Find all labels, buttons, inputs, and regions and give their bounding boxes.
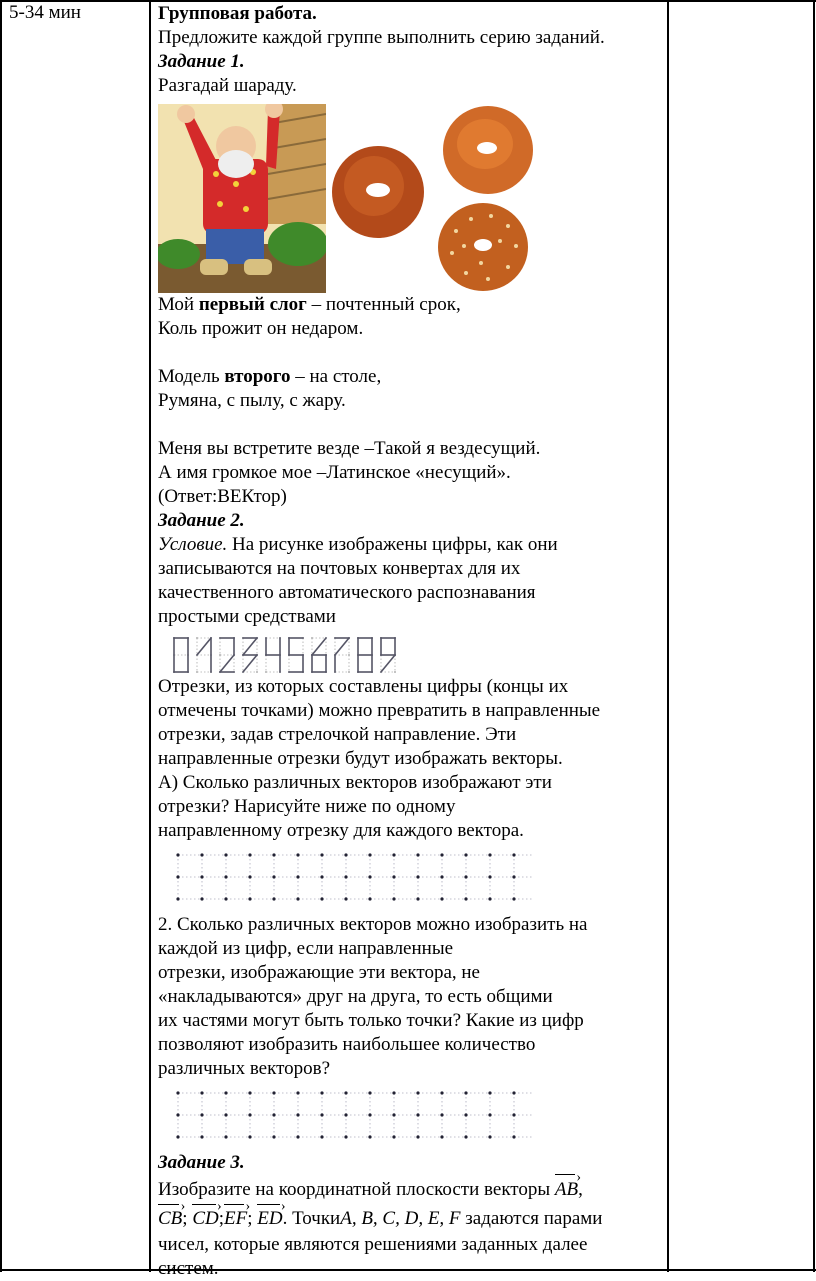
riddle-text: Модель: [158, 366, 225, 387]
digit-1: [196, 637, 212, 673]
task2-desc-4: направленные отрезки будут изображать векторы.: [158, 748, 563, 769]
task3-comma: ,: [578, 1179, 583, 1200]
task2-q2-7: различных векторов?: [158, 1058, 331, 1079]
task3-text: Изобразите на координатной плоскости векторы: [158, 1179, 555, 1200]
riddle-line-4: Румяна, с пылу, с жару.: [158, 390, 346, 411]
dot-grid-1: [174, 851, 663, 905]
riddle-bold: второго: [224, 366, 291, 387]
table-divider-2: [667, 0, 669, 1272]
task2-condition-line-2: записываются на почтовых конвертах для их: [158, 558, 521, 579]
task2-q2-4: «накладываются» друг на друга, то есть общими: [158, 986, 553, 1007]
riddle-line-6: А имя громкое мое –Латинское «несущий».: [158, 462, 511, 483]
table-border-right: [813, 0, 815, 1272]
vector-ab: AB ›: [555, 1175, 578, 1205]
condition-text: На рисунке изображены цифры, как они: [227, 534, 558, 555]
bagel-left-icon: [328, 142, 428, 242]
dot-grid-1-svg: [174, 851, 534, 905]
digit-5: [288, 637, 304, 673]
task2-desc-6: отрезки? Нарисуйте ниже по одному: [158, 796, 456, 817]
task3-points: A, B, C, D, E, F: [340, 1208, 461, 1229]
digit-8: [357, 637, 373, 673]
bagel-sesame-icon: [436, 201, 531, 293]
content-cell: [158, 2, 663, 1281]
old-man-illustration: [158, 104, 326, 293]
vector-ef: EF ›: [224, 1205, 247, 1233]
task2-q2-5: их частями могут быть только точки? Какие из цифр: [158, 1010, 584, 1031]
postal-digits-svg: [170, 635, 410, 675]
riddle-pictures: [158, 104, 663, 293]
riddle-text: – на столе,: [290, 366, 382, 387]
dot-grid-2: [174, 1089, 663, 1143]
task1-prompt: Разгадай шараду.: [158, 75, 297, 96]
task2-q2-6: позволяют изобразить наибольшее количество: [158, 1034, 536, 1055]
digit-4: [265, 637, 281, 673]
digit-2: [219, 637, 235, 673]
heading: Групповая работа.: [158, 3, 317, 24]
vector-ed: ED ›: [257, 1205, 282, 1233]
task2-desc-1: Отрезки, из которых составлены цифры (концы их: [158, 676, 569, 697]
task2-condition-line-1: [158, 533, 663, 557]
digit-0: [173, 637, 189, 673]
task2-desc-7: направленному отрезку для каждого вектора.: [158, 820, 524, 841]
vector-cd: CD ›: [192, 1205, 218, 1233]
bagel-top-icon: [441, 104, 536, 196]
task3-line-2: CB ›; CD ›;EF ›; ED ›. ТочкиA, B, C, D, E, F задаются парами: [158, 1205, 663, 1233]
task2-desc-2: отмечены точками) можно превратить в направленные: [158, 700, 601, 721]
table-border-left: [0, 0, 2, 1272]
dot-grid-2-svg: [174, 1089, 534, 1143]
riddle-line-1: [158, 293, 663, 317]
task3-line-3: чисел, которые являются решениями заданных далее: [158, 1234, 588, 1255]
condition-label: Условие.: [158, 534, 228, 555]
task3-line-4: систем.: [158, 1258, 219, 1279]
table-divider-1: [149, 0, 151, 1272]
task2-title: Задание 2.: [158, 510, 245, 531]
riddle-text: Мой: [158, 294, 199, 315]
task1-title: Задание 1.: [158, 51, 245, 72]
riddle-text: – почтенный срок,: [306, 294, 461, 315]
task2-desc-3: отрезки, задав стрелочкой направление. Эти: [158, 724, 517, 745]
task2-q2-3: отрезки, изображающие эти вектора, не: [158, 962, 480, 983]
task2-desc-5: А) Сколько различных векторов изображают эти: [158, 772, 552, 793]
riddle-answer: (Ответ:ВЕКтор): [158, 486, 287, 507]
time-cell: 5-34 мин: [9, 2, 81, 23]
digit-9: [380, 637, 396, 673]
digit-3: [242, 637, 258, 673]
task3-line-1: [158, 1175, 663, 1205]
task2-condition-line-3: качественного автоматического распознавания: [158, 582, 536, 603]
vector-cb: CB ›: [158, 1205, 182, 1233]
intro-text: Предложите каждой группе выполнить серию заданий.: [158, 27, 605, 48]
task2-condition-line-4: простыми средствами: [158, 606, 336, 627]
digit-7: [334, 637, 350, 673]
riddle-line-3: [158, 365, 663, 389]
task2-q2-1: 2. Сколько различных векторов можно изобразить на: [158, 914, 588, 935]
riddle-bold: первый слог: [198, 294, 307, 315]
postal-digits: [170, 635, 663, 675]
digit-6: [311, 637, 327, 673]
task3-text: . Точки: [282, 1208, 341, 1229]
task3-text: задаются парами: [460, 1208, 603, 1229]
riddle-line-2: Коль прожит он недаром.: [158, 318, 364, 339]
task3-title: Задание 3.: [158, 1152, 245, 1173]
riddle-line-5: Меня вы встретите везде –Такой я вездесущий.: [158, 438, 541, 459]
task2-q2-2: каждой из цифр, если направленные: [158, 938, 454, 959]
